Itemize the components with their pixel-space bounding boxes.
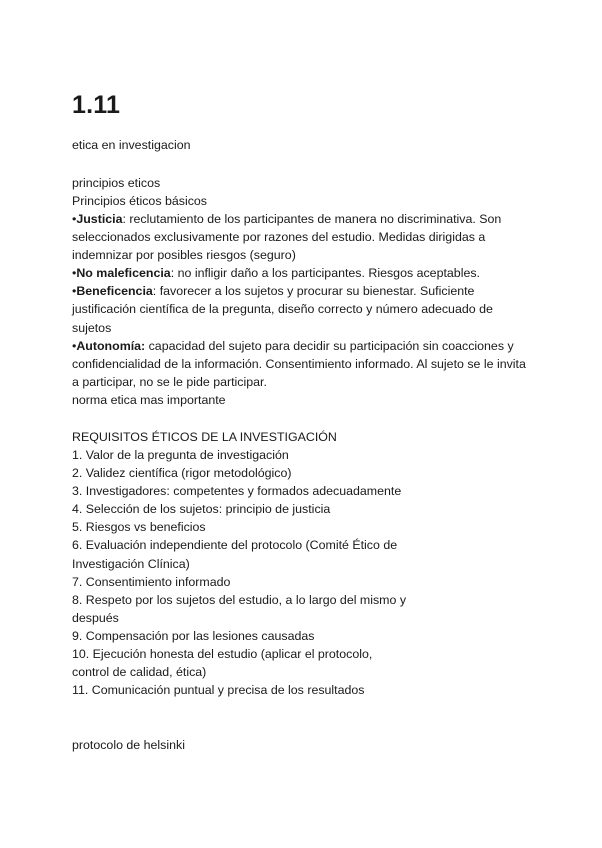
- principle-no-maleficencia: [72, 264, 534, 282]
- principle-term: Justicia: [76, 212, 123, 226]
- bullet: •: [72, 284, 77, 299]
- principle-term: Autonomía:: [76, 338, 146, 353]
- principle-text: favorecer a los sujetos y procurar su bienestar. Suficiente justificación científica de la pregunta, diseño correcto y número adecuado de sujetos: [72, 284, 493, 335]
- section1-heading: principios eticos: [72, 176, 161, 190]
- principles-list: [72, 210, 534, 409]
- requirements-list: [72, 446, 412, 699]
- bullet: •: [72, 266, 77, 281]
- principle-autonomia: [72, 337, 534, 391]
- list-item: 10. Ejecución honesta del estudio (aplicar el protocolo, control de calidad, ética): [72, 647, 373, 680]
- bullet: •: [72, 338, 77, 353]
- principle-term: No maleficencia: [76, 266, 171, 281]
- principle-text: reclutamiento de los participantes de manera no discriminativa. Son seleccionados exclusivamente por razones del estudio. Medidas dirigidas a indemnizar por posibles riesgos (seguro): [72, 212, 502, 263]
- footer-note: protocolo de helsinki: [72, 738, 185, 752]
- list-item: 2. Validez científica (rigor metodológico): [72, 466, 292, 481]
- list-item: 8. Respeto por los sujetos del estudio, a lo largo del mismo y después: [72, 592, 407, 625]
- list-item: 11. Comunicación puntual y precisa de los resultados: [72, 683, 365, 698]
- list-item: 6. Evaluación independiente del protocolo (Comité Ético de Investigación Clínica): [72, 538, 398, 571]
- list-item: 5. Riesgos vs beneficios: [72, 520, 206, 535]
- list-item: 9. Compensación por las lesiones causadas: [72, 628, 315, 643]
- section2-heading: REQUISITOS ÉTICOS DE LA INVESTIGACIÓN: [72, 430, 337, 444]
- bullet: •: [72, 212, 77, 226]
- list-item: 7. Consentimiento informado: [72, 574, 231, 589]
- list-item: 4. Selección de los sujetos: principio de justicia: [72, 502, 331, 517]
- principle-text: capacidad del sujeto para decidir su participación sin coacciones y confidencialidad de la información. Consentimiento informado. Al sujeto se le invita a participar, no se le pide participar.: [72, 338, 526, 389]
- principle-justicia: [72, 210, 534, 264]
- principle-beneficencia: [72, 282, 534, 336]
- list-item: 1. Valor de la pregunta de investigación: [72, 448, 289, 462]
- principle-separator: :: [122, 212, 126, 226]
- subtitle: etica en investigacion: [72, 138, 191, 152]
- principle-separator: :: [152, 284, 157, 299]
- list-item: 3. Investigadores: competentes y formados adecuadamente: [72, 484, 402, 499]
- principle-text: no infligir daño a los participantes. Riesgos aceptables.: [174, 266, 480, 281]
- section1-subheading: Principios éticos básicos: [72, 194, 207, 208]
- principle-term: Beneficencia: [76, 284, 153, 299]
- section1-note: norma etica mas importante: [72, 392, 226, 407]
- principle-separator: :: [170, 266, 175, 281]
- page-title: 1.11: [72, 91, 121, 119]
